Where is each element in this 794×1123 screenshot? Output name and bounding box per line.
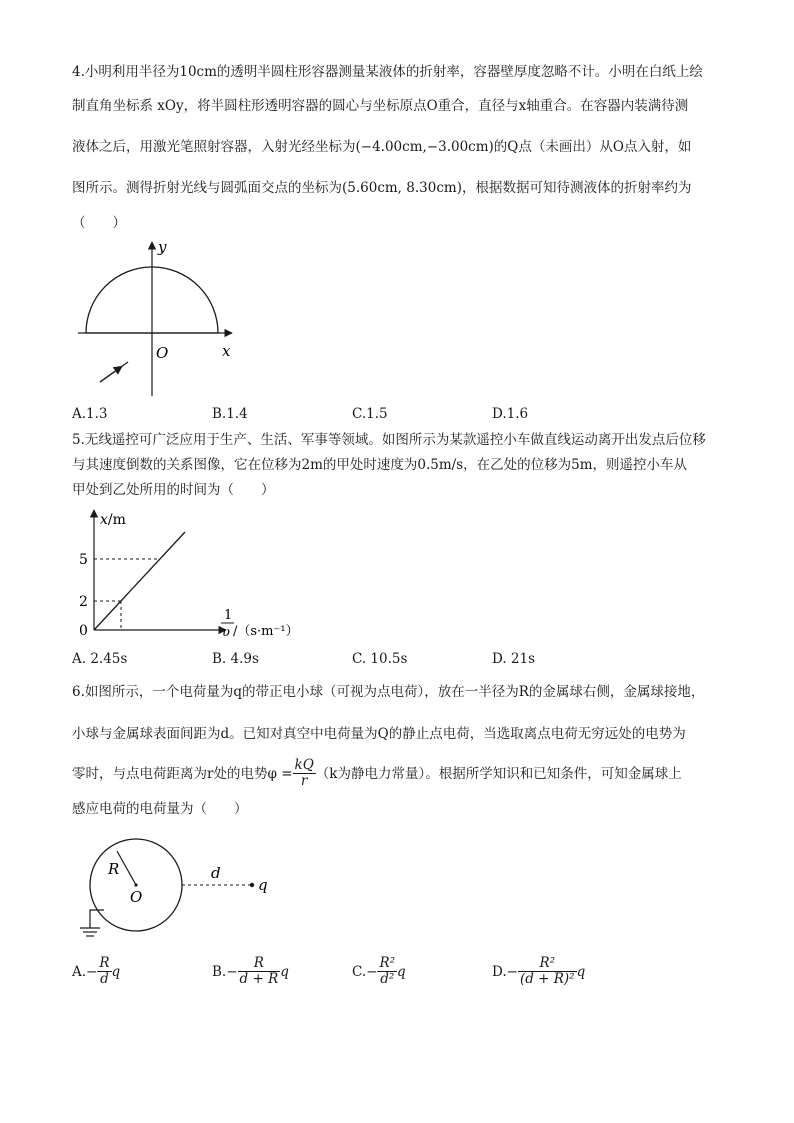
q6-text-line3-b: （k为静电力常量）。根据所学知识和已知条件，可知金属球上 — [315, 765, 682, 782]
chart-x-label-den: υ — [222, 625, 230, 640]
q6-option-a — [72, 956, 120, 987]
chart-x-label-num: 1 — [224, 608, 233, 623]
phi-den: r — [300, 773, 308, 789]
q6-option-d-frac — [518, 956, 577, 987]
q4-option-c: C.1.5 — [352, 406, 388, 422]
phi-fraction — [293, 758, 316, 789]
q4-option-a: A.1.3 — [72, 406, 108, 422]
center-label: O — [130, 888, 143, 906]
q5-option-b: B. 4.9s — [212, 651, 259, 667]
q5-option-d: D. 21s — [492, 651, 536, 667]
q5-option-c: C. 10.5s — [352, 651, 408, 667]
q6-option-a-frac — [97, 956, 111, 987]
q6-option-a-num: R — [99, 955, 110, 971]
q6-option-b-den: d + R — [239, 971, 279, 987]
q6-option-d-den: (d + R)² — [519, 971, 575, 987]
q6-option-d-prefix: D.− — [492, 963, 518, 980]
q6-metal-sphere-figure — [74, 832, 274, 947]
q5-displacement-chart — [70, 504, 310, 646]
q4-text-line2: 制直角坐标系 xOy，将半圆柱形透明容器的圆心与坐标原点O重合，直径与x轴重合。在容器内装满待测 — [72, 98, 689, 114]
y-axis-label: y — [158, 238, 167, 256]
q6-option-c-den: d² — [380, 971, 395, 987]
q6-text-line2: 小球与金属球表面间距为d。已知对真空中电荷量为Q的静止点电荷，当选取离点电荷无穷远处的电势为 — [72, 726, 686, 742]
incident-ray-arrow-icon — [100, 366, 122, 382]
q6-option-c-frac — [377, 956, 397, 987]
q6-option-b-num: R — [238, 956, 281, 972]
q6-option-a-prefix: A.− — [72, 963, 98, 980]
distance-label: d — [211, 864, 221, 882]
q4-answer-paren: （ ） — [72, 215, 126, 231]
tick-5: 5 — [79, 552, 88, 568]
phi-num: kQ — [294, 757, 314, 773]
q4-text-line4: 图所示。测得折射光线与圆弧面交点的坐标为(5.60cm, 8.30cm)，根据数据可知待测液体的折射率约为 — [72, 180, 692, 196]
q6-option-c — [352, 956, 406, 987]
x-axis-label: x — [222, 342, 231, 360]
q6-option-b — [212, 956, 289, 987]
ground-wire — [90, 910, 104, 928]
q6-text-line4: 感应电荷的电荷量为（ ） — [72, 801, 248, 817]
q4-option-b: B.1.4 — [212, 406, 248, 422]
q6-option-c-suffix: q — [397, 963, 406, 980]
chart-data-line — [94, 532, 185, 630]
charge-label: q — [258, 876, 268, 894]
q6-text-line3 — [72, 758, 682, 789]
q6-option-d-num: R² — [518, 956, 577, 972]
q4-text-line3: 液体之后，用激光笔照射容器，入射光经坐标为(−4.00cm,−3.00cm)的Q点（未画出）从O点入射，如 — [72, 139, 692, 155]
q6-text-line1: 6.如图所示，一个电荷量为q的带正电小球（可视为点电荷），放在一半径为R的金属球右侧，金属球接地， — [72, 684, 705, 700]
q6-option-a-suffix: q — [111, 963, 121, 980]
q5-text-line2: 与其速度倒数的关系图像，它在位移为2m的甲处时速度为0.5m/s，在乙处的位移为5m，则遥控小车从 — [72, 457, 688, 473]
chart-x-label-unit: /（s·m⁻¹） — [233, 624, 299, 639]
q4-option-d: D.1.6 — [492, 406, 529, 422]
q5-option-a: A. 2.45s — [72, 651, 128, 667]
q6-option-a-den: d — [100, 971, 109, 987]
q5-text-line3: 甲处到乙处所用的时间为（ ） — [72, 482, 275, 498]
q6-text-line3-a: 零时，与点电荷距离为r处的电势φ = — [72, 765, 293, 782]
q6-option-c-num: R² — [379, 955, 396, 971]
q6-option-b-frac — [238, 956, 281, 987]
chart-y-label: x/m — [100, 512, 126, 528]
tick-0: 0 — [79, 623, 88, 639]
tick-2: 2 — [79, 594, 88, 610]
radius-line — [117, 851, 136, 885]
q6-option-d-suffix: q — [576, 963, 586, 980]
center-dot — [134, 883, 137, 886]
q6-option-b-prefix: B.− — [212, 963, 238, 980]
radius-label: R — [108, 860, 120, 878]
origin-label: O — [156, 344, 169, 362]
q5-text-line1: 5.无线遥控可广泛应用于生产、生活、军事等领域。如图所示为某款遥控小车做直线运动离开出发点后位移 — [72, 432, 706, 448]
q6-option-d — [492, 956, 585, 987]
q6-option-b-suffix: q — [280, 963, 289, 980]
q6-option-c-prefix: C.− — [352, 963, 378, 980]
q4-semicircle-figure — [70, 236, 250, 401]
point-charge-dot — [250, 883, 254, 887]
q4-text-line1: 4.小明利用半径为10cm的透明半圆柱形容器测量某液体的折射率，容器壁厚度忽略不计。小明在白纸上绘 — [72, 64, 703, 80]
